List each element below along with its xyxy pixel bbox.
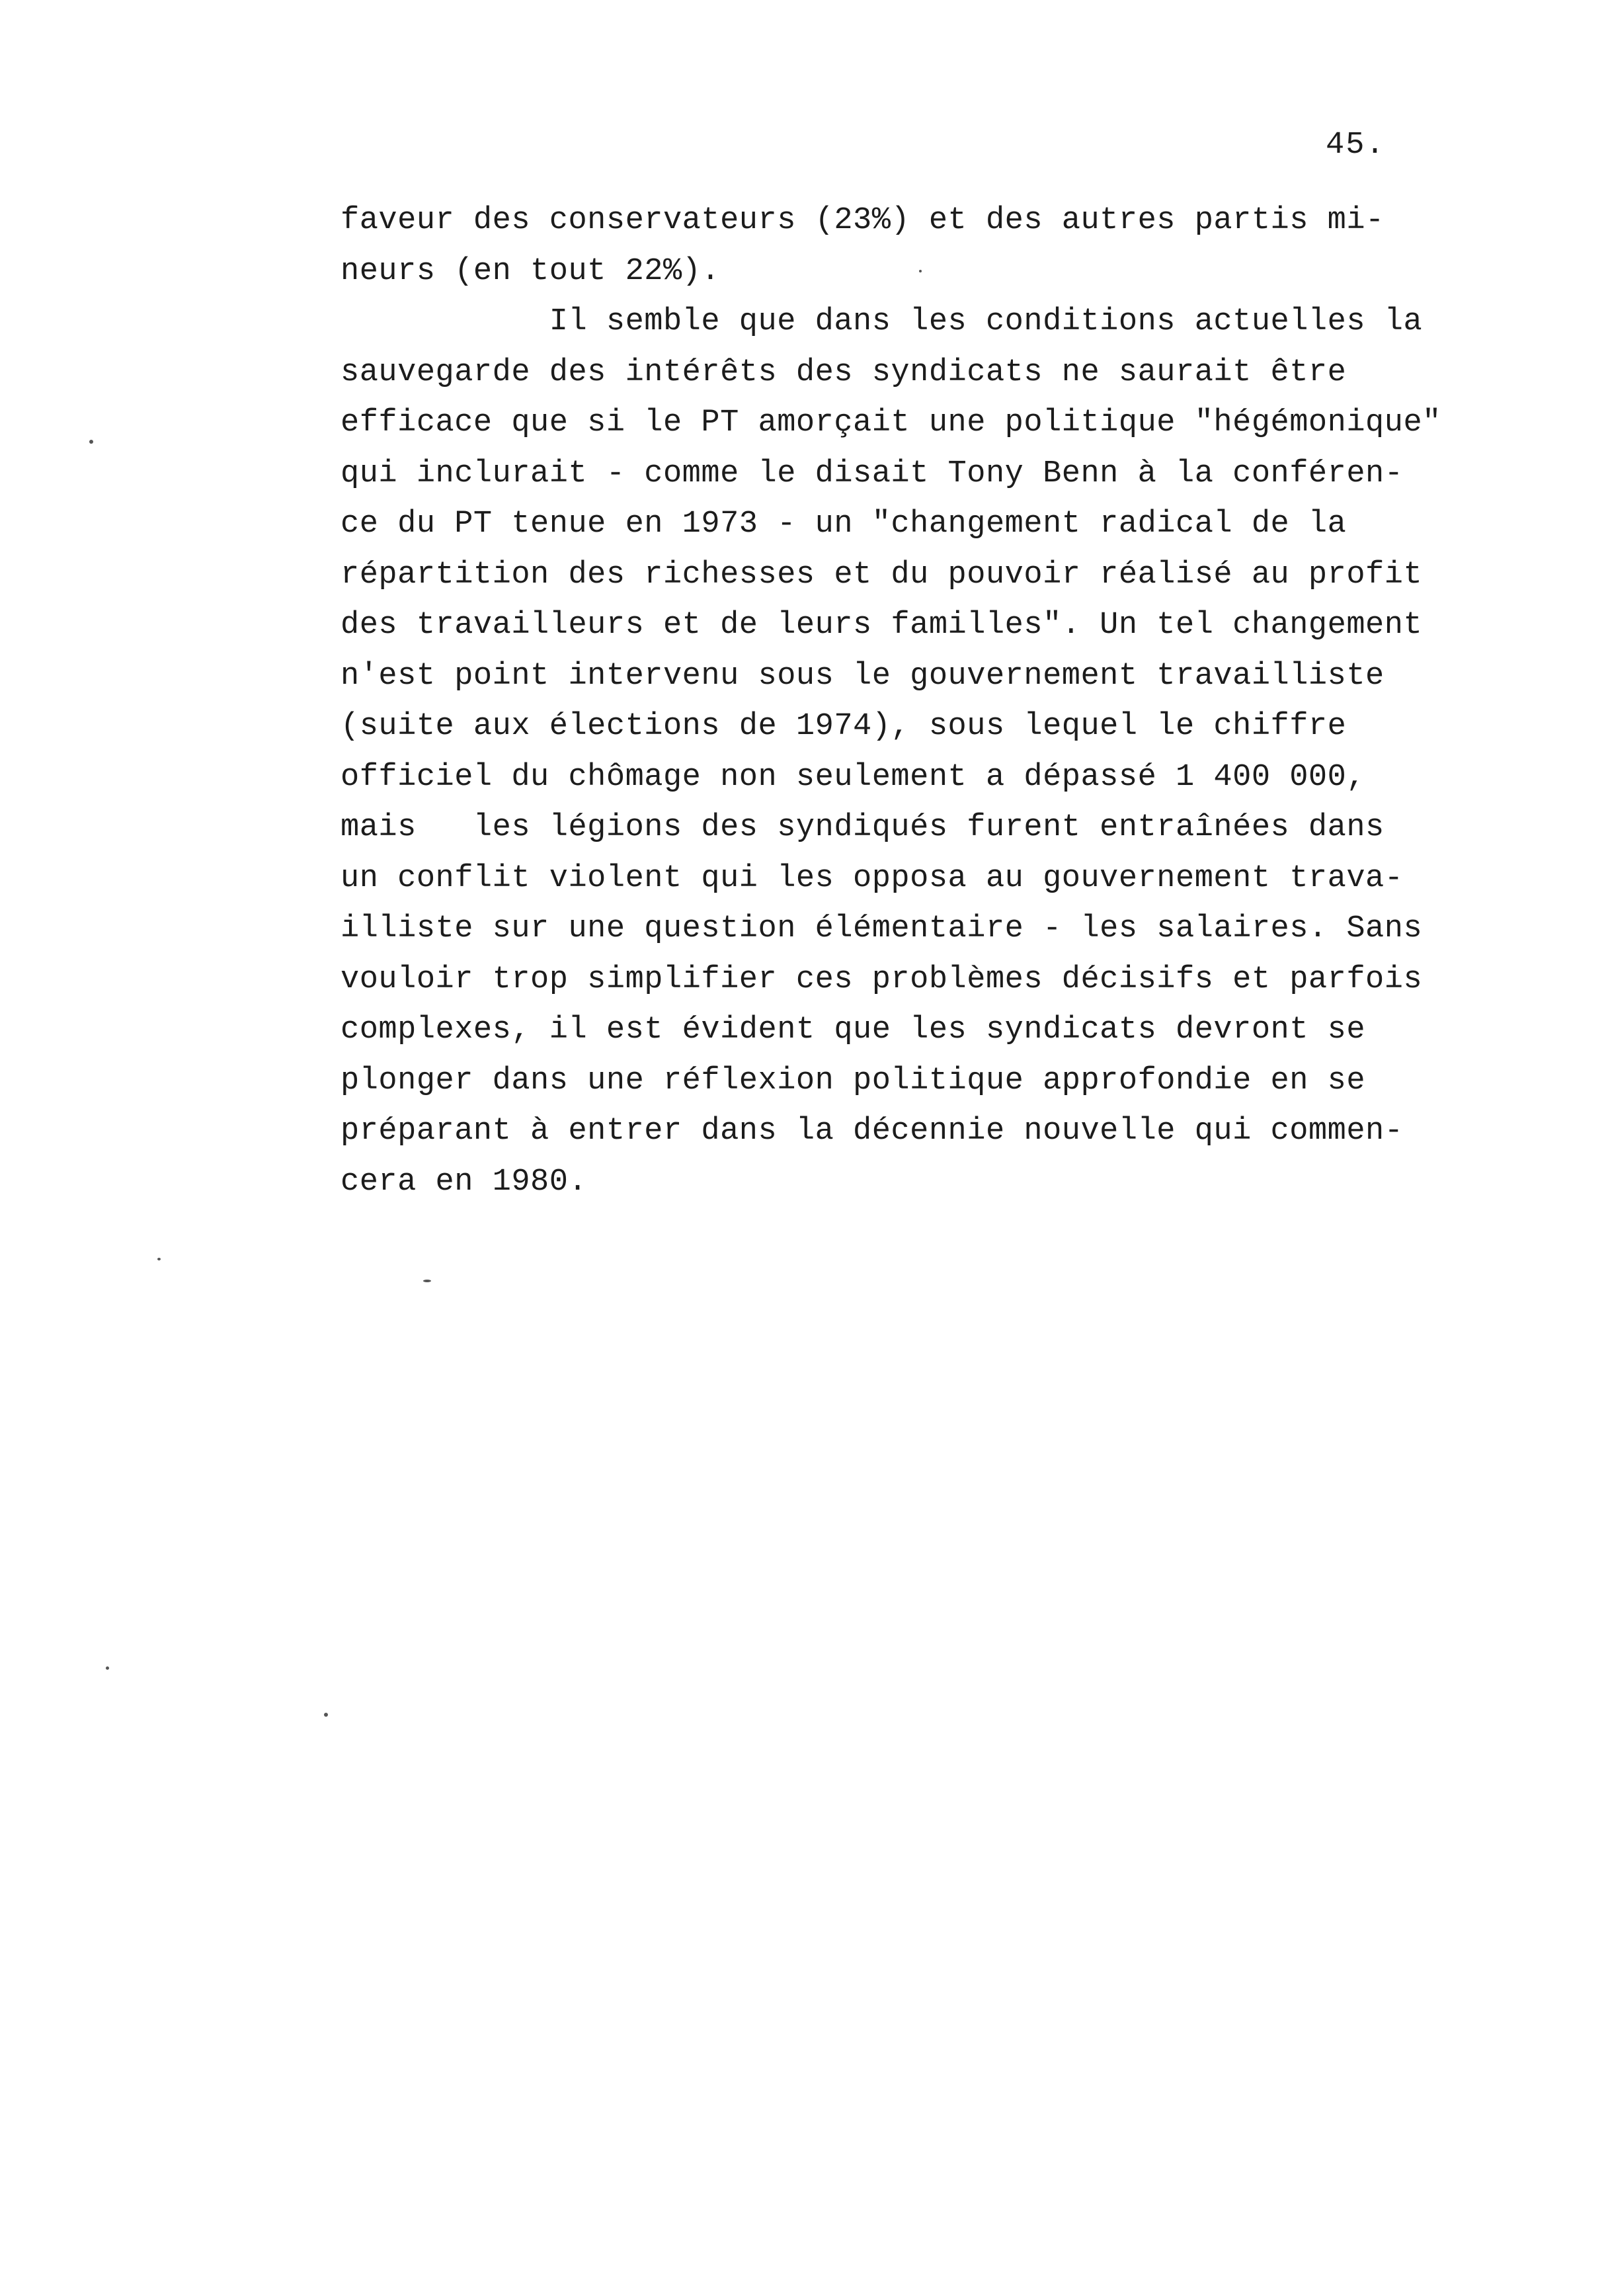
text-line: un conflit violent qui les opposa au gouvernement trava- [341,860,1404,896]
text-line: officiel du chômage non seulement a dépassé 1 400 000, [341,759,1366,795]
text-line: préparant à entrer dans la décennie nouvelle qui commen- [341,1114,1404,1149]
text-line: mais les légions des syndiqués furent entraînées dans [341,810,1385,845]
text-line: complexes, il est évident que les syndicats devront se [341,1012,1366,1047]
body-paragraph [341,196,1531,1208]
scan-speck [324,1713,328,1717]
text-line: plonger dans une réflexion politique approfondie en se [341,1063,1366,1098]
scan-speck [89,440,93,444]
text-line: efficace que si le PT amorçait une politique "hégémonique" [341,405,1441,440]
scan-speck [423,1280,431,1282]
scan-speck [919,270,922,272]
text-line: sauvegarde des intérêts des syndicats ne saurait être [341,354,1347,390]
text-line: répartition des richesses et du pouvoir réalisé au profit [341,557,1423,593]
text-line: neurs (en tout 22%). [341,253,721,289]
text-line: faveur des conservateurs (23%) et des autres partis mi- [341,203,1385,238]
text-line: n'est point intervenu sous le gouvernement travailliste [341,658,1385,694]
text-line: cera en 1980. [341,1164,588,1200]
scan-speck [106,1666,109,1670]
page-number: 45. [1326,128,1386,163]
text-line: ce du PT tenue en 1973 - un "changement radical de la [341,507,1347,542]
text-line: des travailleurs et de leurs familles". Un tel changement [341,608,1423,643]
text-line: vouloir trop simplifier ces problèmes décisifs et parfois [341,962,1423,997]
text-line: qui inclurait - comme le disait Tony Benn à la conféren- [341,456,1404,491]
text-line: Il semble que dans les conditions actuelles la [341,304,1423,339]
text-line: (suite aux élections de 1974), sous lequel le chiffre [341,709,1347,744]
text-line: illiste sur une question élémentaire - les salaires. Sans [341,911,1423,946]
scan-speck [157,1258,161,1260]
